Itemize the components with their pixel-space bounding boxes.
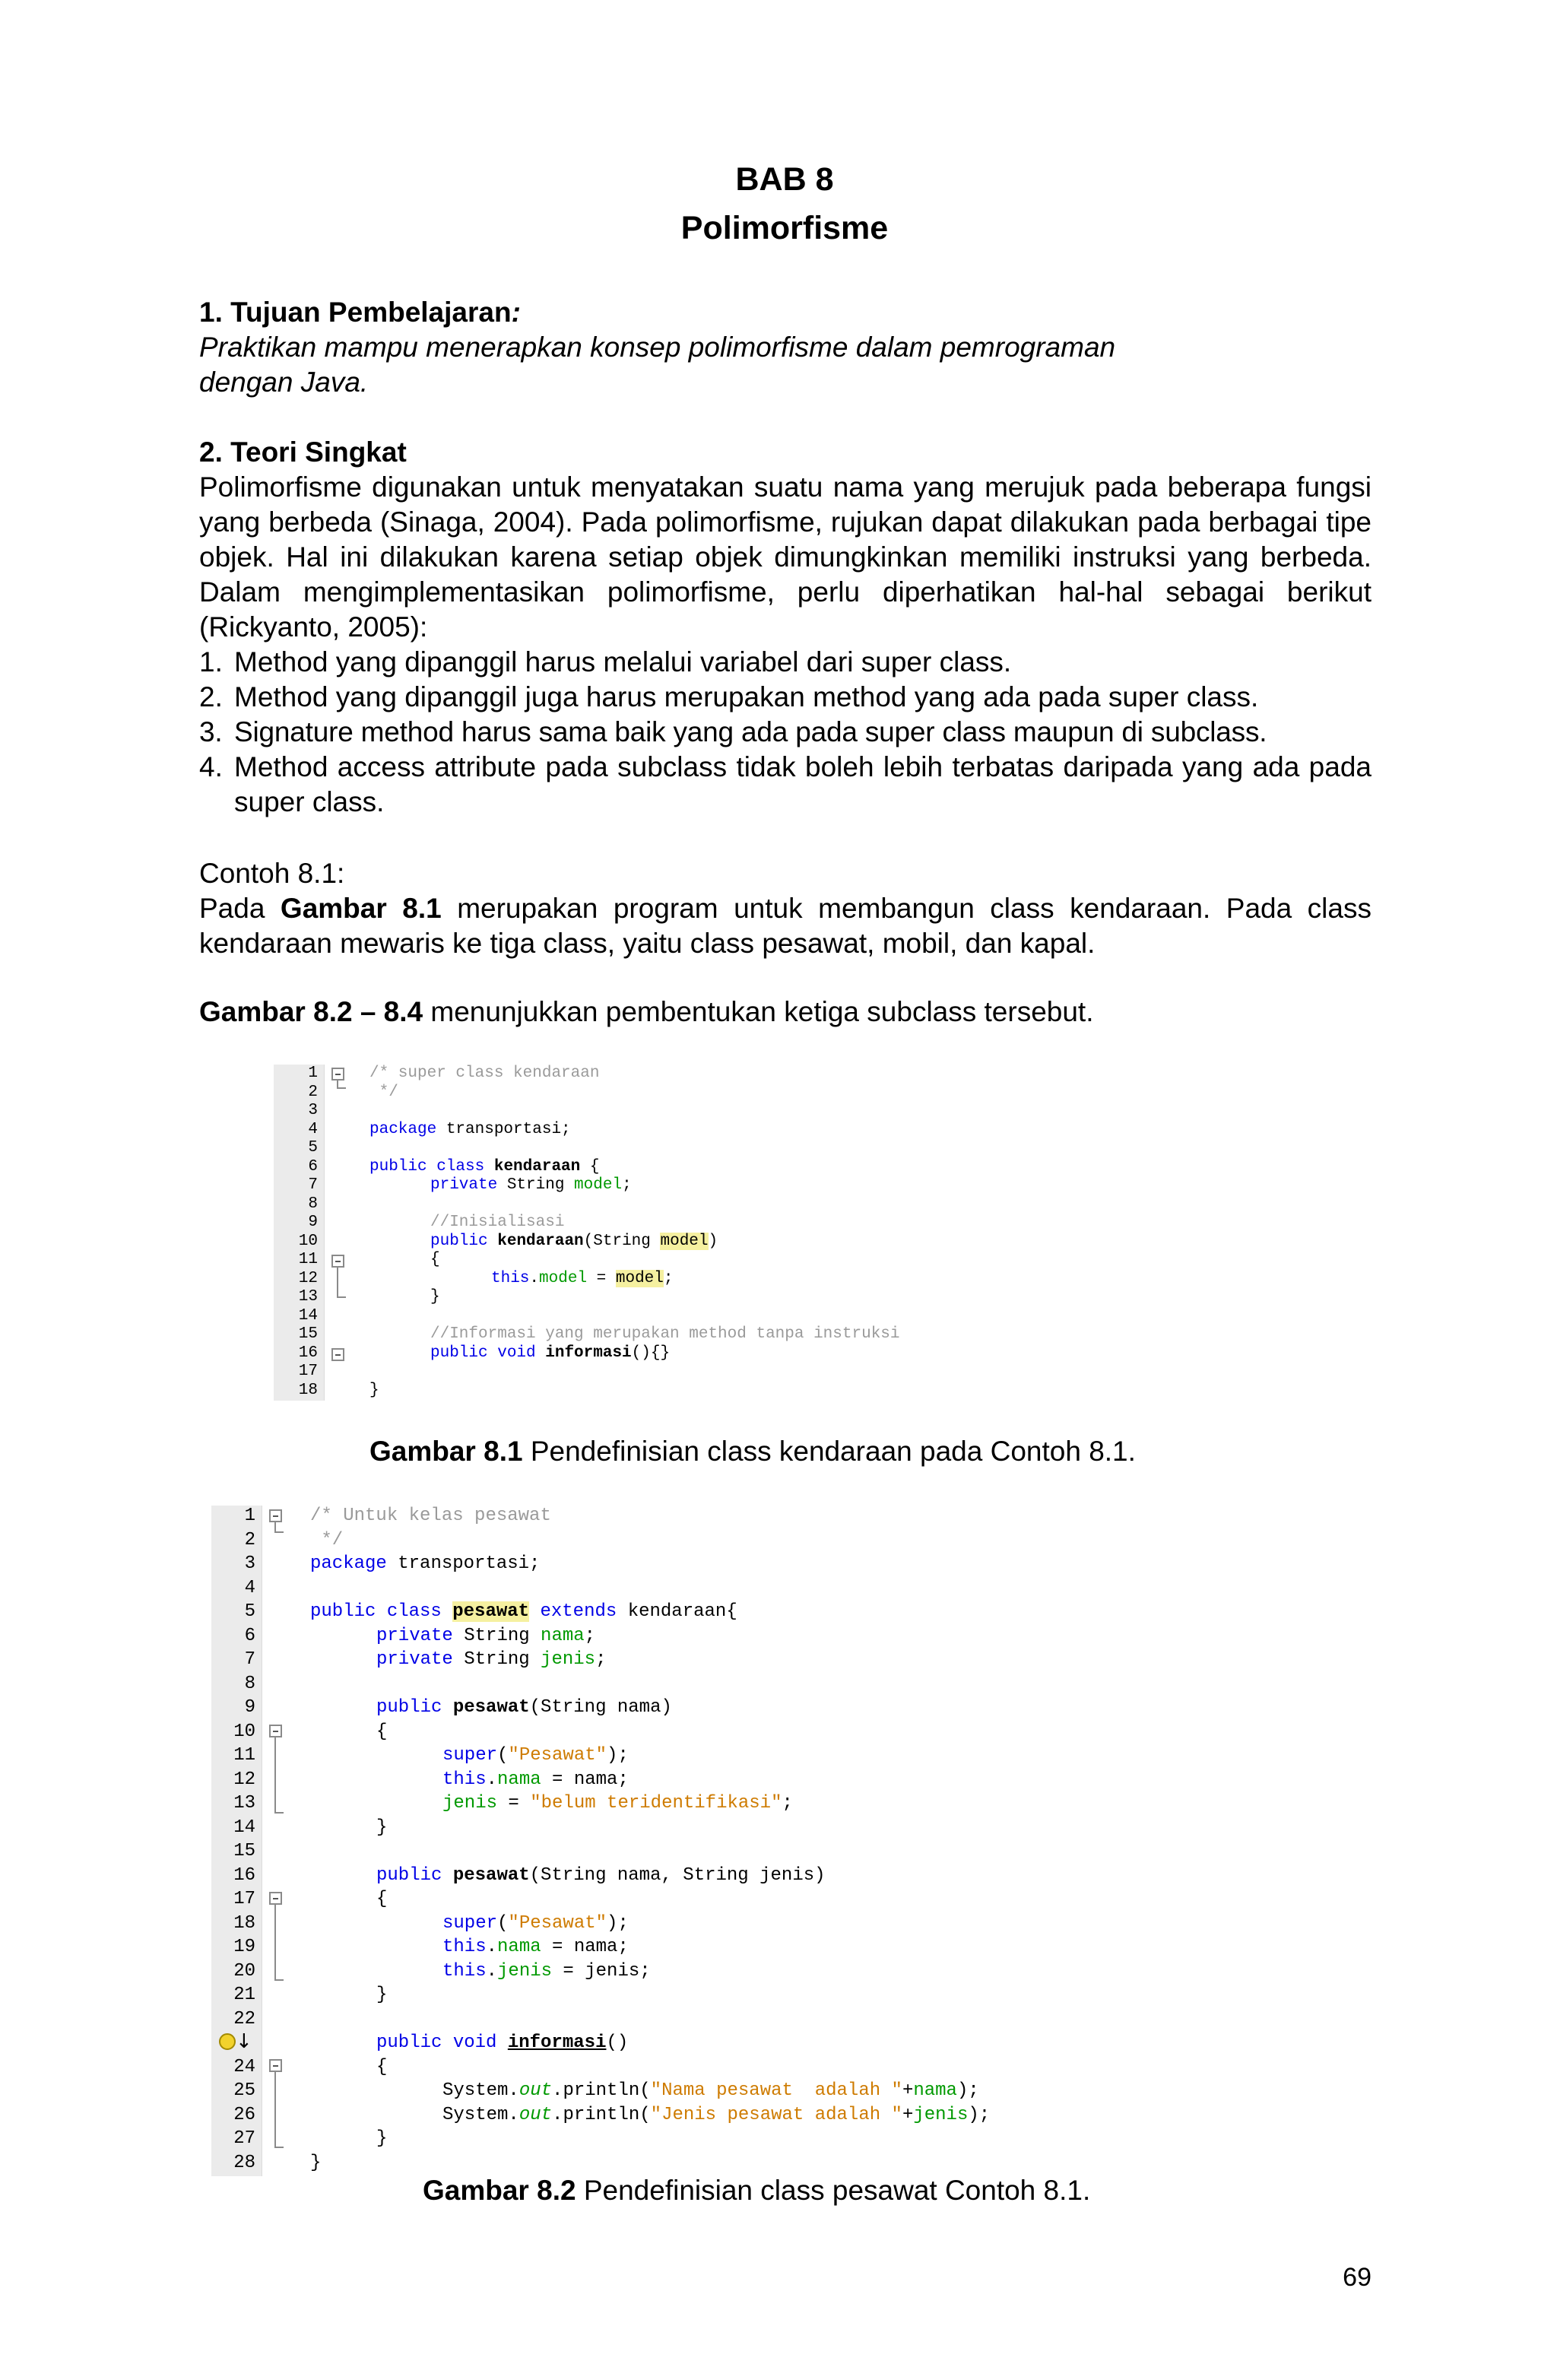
line-number: 4 — [308, 1120, 318, 1138]
requirement-list — [199, 645, 1371, 820]
fold-collapse-icon[interactable] — [269, 2059, 282, 2072]
example-block — [199, 856, 1371, 1030]
line-number: 8 — [308, 1195, 318, 1213]
code-line-19: this.nama = nama; — [442, 1937, 629, 1957]
example-label: Contoh 8.1: — [199, 858, 345, 889]
code-line-3: package transportasi; — [310, 1553, 541, 1574]
page-number: 69 — [1343, 2263, 1371, 2292]
code-line-13: jenis = "belum teridentifikasi"; — [442, 1793, 793, 1814]
fold-end — [274, 1979, 284, 1981]
section2-paragraph: Polimorfisme digunakan untuk menyatakan suatu nama yang merujuk pada beberapa fungsi yang berbeda (Sinaga, 2004). Pada polimorfisme, rujukan dapat dilakukan pada berbagai tipe objek. Hal ini dilakukan karena setiap objek dimungkinkan memiliki instruksi yang berbeda. Dalam mengimplementasikan polimorfisme, perlu diperhatikan hal-hal sebagai berikut (Rickyanto, 2005): — [199, 471, 1371, 643]
code-line-18: } — [369, 1381, 379, 1399]
list-item: 3. Signature method harus sama baik yang ada pada super class maupun di subclass. — [199, 716, 1267, 747]
code-line-6: private String nama; — [376, 1625, 596, 1646]
fold-end — [337, 1087, 346, 1089]
code-line-17: { — [376, 1889, 388, 1909]
code-line-6: public class kendaraan { — [369, 1157, 600, 1176]
line-number: 5 — [308, 1139, 318, 1157]
line-number: 15 — [298, 1325, 318, 1343]
code-line-26: System.out.println("Jenis pesawat adalah "+jenis); — [442, 2104, 991, 2125]
section1-heading: 1. Tujuan Pembelajaran: — [199, 297, 521, 328]
line-number: 18 — [233, 1912, 255, 1934]
list-item: 1. Method yang dipanggil harus melalui variabel dari super class. — [199, 646, 1012, 678]
line-number: 7 — [244, 1649, 255, 1670]
code-line-11: { — [430, 1251, 440, 1268]
line-number: 14 — [233, 1817, 255, 1838]
chapter-label: BAB 8 — [735, 161, 834, 198]
line-number: 15 — [233, 1841, 255, 1861]
fold-guide — [274, 1905, 276, 1981]
line-number: 26 — [233, 2104, 255, 2125]
fold-collapse-icon[interactable] — [269, 1509, 282, 1522]
override-arrow-icon[interactable]: ↓ — [236, 2030, 252, 2053]
code-line-12: this.nama = nama; — [442, 1769, 629, 1790]
line-number: 6 — [244, 1625, 255, 1646]
line-number: 9 — [244, 1697, 255, 1718]
code-line-11: super("Pesawat"); — [442, 1745, 629, 1766]
code-line-21: } — [376, 1985, 388, 2005]
code-line-2: */ — [310, 1529, 344, 1550]
fold-collapse-icon[interactable] — [269, 1892, 282, 1905]
line-number: 18 — [298, 1381, 318, 1399]
code-line-23: public void informasi() — [376, 2033, 629, 2053]
code-line-1: /* super class kendaraan — [369, 1065, 600, 1082]
line-number: 3 — [244, 1553, 255, 1574]
fold-collapse-icon[interactable] — [269, 1725, 282, 1737]
fold-guide — [274, 1737, 276, 1814]
line-number: 22 — [233, 2008, 255, 2029]
code-line-20: this.jenis = jenis; — [442, 1960, 651, 1982]
line-number: 17 — [233, 1889, 255, 1909]
code-figure-2 — [211, 1506, 1291, 2176]
line-number: 11 — [233, 1745, 255, 1766]
fold-guide — [274, 2072, 276, 2148]
code-line-13: } — [430, 1288, 440, 1306]
line-number: 28 — [233, 2152, 255, 2173]
line-number: 1 — [244, 1506, 255, 1526]
line-number: 17 — [298, 1363, 318, 1380]
line-number: 27 — [233, 2128, 255, 2149]
section2 — [199, 435, 1371, 820]
line-number: 9 — [308, 1214, 318, 1231]
line-number: 3 — [308, 1102, 318, 1119]
line-number: 4 — [244, 1577, 255, 1598]
line-number: 2 — [308, 1083, 318, 1101]
code-line-5: public class pesawat extends kendaraan{ — [310, 1601, 737, 1622]
example-paragraph: Pada Gambar 8.1 merupakan program untuk membangun class kendaraan. Pada class kendaraan mewaris ke tiga class, yaitu class pesawat, mobil, dan kapal. — [199, 893, 1371, 959]
line-number: 25 — [233, 2080, 255, 2101]
code-line-24: { — [376, 2056, 388, 2077]
code-line-7: private String jenis; — [376, 1649, 607, 1670]
example-figures-note: Gambar 8.2 – 8.4 menunjukkan pembentukan ketiga subclass tersebut. — [199, 996, 1094, 1027]
line-number: 24 — [233, 2056, 255, 2077]
figure1-caption: Gambar 8.1 Pendefinisian class kendaraan pada Contoh 8.1. — [369, 1436, 1136, 1467]
code-line-9: //Inisialisasi — [430, 1214, 565, 1231]
section1 — [199, 295, 1371, 400]
line-number: 16 — [233, 1864, 255, 1886]
line-number: 6 — [308, 1157, 318, 1176]
code-line-2: */ — [369, 1083, 398, 1101]
line-number: 2 — [244, 1529, 255, 1550]
code-line-12: this.model = model; — [491, 1269, 674, 1287]
list-item: 2. Method yang dipanggil juga harus merupakan method yang ada pada super class. — [199, 681, 1259, 712]
line-number: 11 — [298, 1251, 318, 1268]
code-line-9: public pesawat(String nama) — [376, 1697, 672, 1718]
fold-collapse-icon[interactable] — [331, 1348, 344, 1361]
fold-end — [274, 2147, 284, 2148]
fold-collapse-icon[interactable] — [331, 1255, 344, 1268]
line-number: 1 — [308, 1065, 318, 1082]
code-line-27: } — [376, 2128, 388, 2149]
line-number: 10 — [298, 1232, 318, 1250]
line-number: 5 — [244, 1601, 255, 1622]
line-number: 7 — [308, 1176, 318, 1194]
code-line-15: //Informasi yang merupakan method tanpa instruksi — [430, 1325, 900, 1343]
line-number: 20 — [233, 1960, 255, 1982]
code-line-7: private String model; — [430, 1176, 632, 1194]
fold-guide — [337, 1268, 338, 1298]
code-figure-1 — [274, 1065, 1300, 1401]
line-number: 13 — [298, 1288, 318, 1306]
line-number: 8 — [244, 1673, 255, 1694]
code-line-25: System.out.println("Nama pesawat adalah "+nama); — [442, 2080, 979, 2101]
lightbulb-hint-icon[interactable] — [219, 2033, 236, 2050]
line-number: 14 — [298, 1306, 318, 1325]
figure2-caption: Gambar 8.2 Pendefinisian class pesawat Contoh 8.1. — [423, 2175, 1091, 2206]
line-number: 21 — [233, 1985, 255, 2005]
fold-end — [274, 1531, 284, 1533]
code-line-28: } — [310, 2152, 322, 2173]
code-line-18: super("Pesawat"); — [442, 1912, 629, 1934]
fold-collapse-icon[interactable] — [331, 1068, 344, 1081]
chapter-title: Polimorfisme — [680, 210, 889, 246]
list-item: 4. Method access attribute pada subclass tidak boleh lebih terbatas daripada yang ada pada super class. — [199, 751, 1371, 817]
code-line-14: } — [376, 1817, 388, 1838]
code-line-10: { — [376, 1721, 388, 1742]
line-number: 13 — [233, 1793, 255, 1814]
line-number: 16 — [298, 1344, 318, 1362]
section1-objective-line2: dengan Java. — [199, 367, 369, 398]
code-line-16: public void informasi(){} — [430, 1344, 671, 1362]
code-line-10: public kendaraan(String model) — [430, 1232, 718, 1250]
section1-objective-line1: Praktikan mampu menerapkan konsep polimorfisme dalam pemrograman — [199, 332, 1116, 363]
code-line-4: package transportasi; — [369, 1120, 571, 1138]
line-number: 12 — [233, 1769, 255, 1790]
line-number: 19 — [233, 1937, 255, 1957]
line-number: 12 — [298, 1269, 318, 1287]
line-number: 10 — [233, 1721, 255, 1742]
fold-end — [274, 1812, 284, 1814]
fold-end — [337, 1296, 346, 1298]
code-line-1: /* Untuk kelas pesawat — [310, 1506, 551, 1526]
code-line-16: public pesawat(String nama, String jenis) — [376, 1864, 826, 1886]
section2-heading: 2. Teori Singkat — [199, 436, 407, 468]
